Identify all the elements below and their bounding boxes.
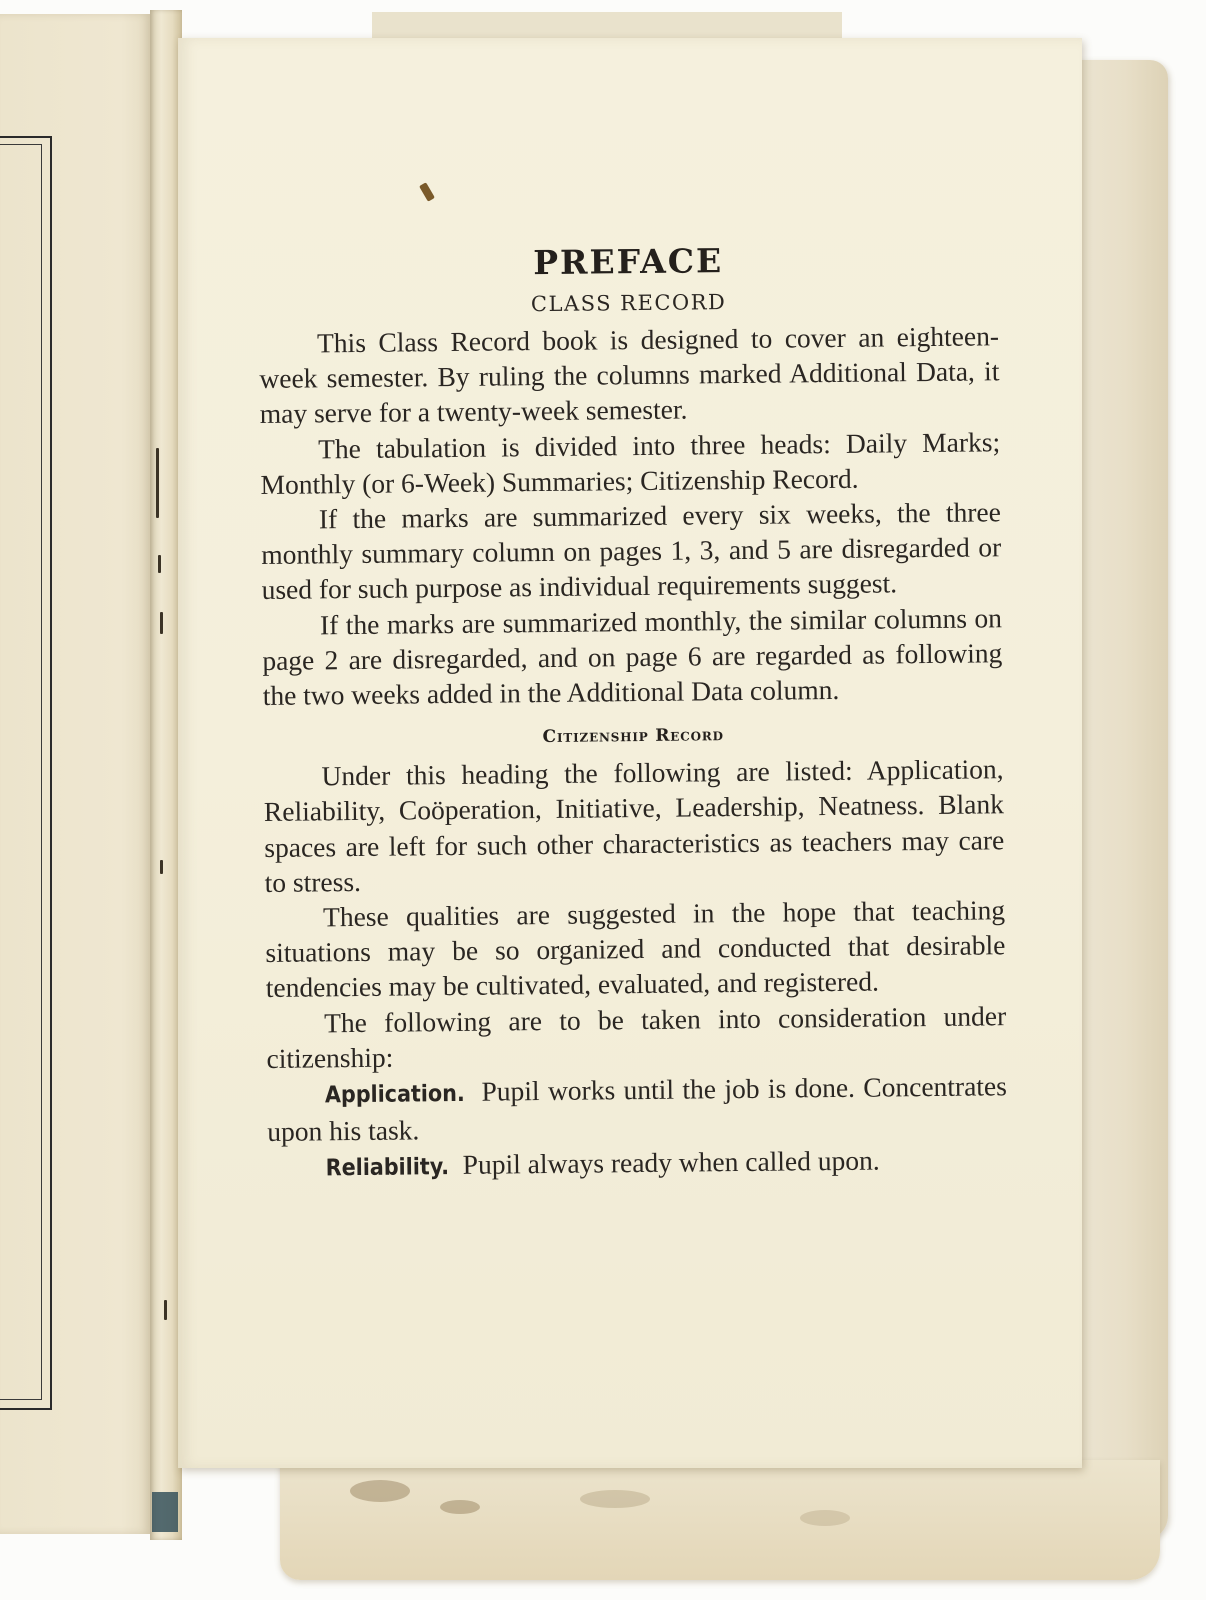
- definition-reliability: [267, 1142, 1007, 1188]
- spine-tear-mark: [158, 555, 161, 573]
- definition-application: [267, 1068, 1008, 1149]
- paragraph: The tabulation is divided into three heads: Daily Marks; Monthly (or 6-Week) Summaries; Citizenship Record.: [260, 425, 1001, 500]
- ink-mark: [419, 182, 435, 202]
- definition-term: Reliability.: [325, 1154, 450, 1182]
- page-stain: [580, 1490, 650, 1508]
- spine-cloth: [152, 1492, 178, 1532]
- spine-tear-mark: [160, 860, 163, 874]
- page-stain: [800, 1510, 850, 1526]
- bottom-pages-edge: [280, 1460, 1160, 1580]
- preface-page: [178, 38, 1082, 1468]
- page-text: [258, 236, 1008, 1187]
- section-heading: CLASS RECORD: [530, 290, 727, 317]
- definition-term: Application.: [324, 1080, 465, 1109]
- definition-text: Pupil works until the job is done. Concentrates upon his task.: [267, 1070, 1008, 1148]
- page-stain: [440, 1500, 480, 1514]
- left-page: [0, 14, 152, 1534]
- paragraph: The following are to be taken into consideration under citizenship:: [266, 999, 1007, 1074]
- page-title: PREFACE: [533, 241, 724, 283]
- paragraph: If the marks are summarized every six weeks, the three monthly summary column on pages 1, 3, and 5 are disregarded or used for such purpose as individual requirements suggest.: [261, 496, 1002, 606]
- paragraph: Under this heading the following are listed: Application, Reliability, Coöperation, Initiative, Leadership, Neatness. Blank spaces are left for such other characteristics as teachers may care to stress.: [263, 753, 1005, 898]
- paragraph: These qualities are suggested in the hope that teaching situations may be so organized and conducted that desirable tendencies may be cultivated, evaluated, and registered.: [265, 894, 1006, 1004]
- page-stain: [350, 1480, 410, 1502]
- spine-tear-mark: [164, 1300, 167, 1320]
- left-page-border-inner: [0, 144, 42, 1400]
- definition-text: Pupil always ready when called upon.: [462, 1145, 880, 1181]
- paragraph: If the marks are summarized monthly, the similar columns on page 2 are disregarded, and on page 6 are regarded as following the two weeks added in the Additional Data column.: [262, 601, 1003, 712]
- citizenship-heading: Citizenship Record: [542, 725, 724, 748]
- spine-tear-mark: [156, 448, 159, 518]
- spine-tear-mark: [160, 612, 163, 634]
- paragraph: This Class Record book is designed to cover an eighteen-week semester. By ruling the columns marked Additional Data, it may serve for a twenty-week semester.: [259, 320, 1000, 430]
